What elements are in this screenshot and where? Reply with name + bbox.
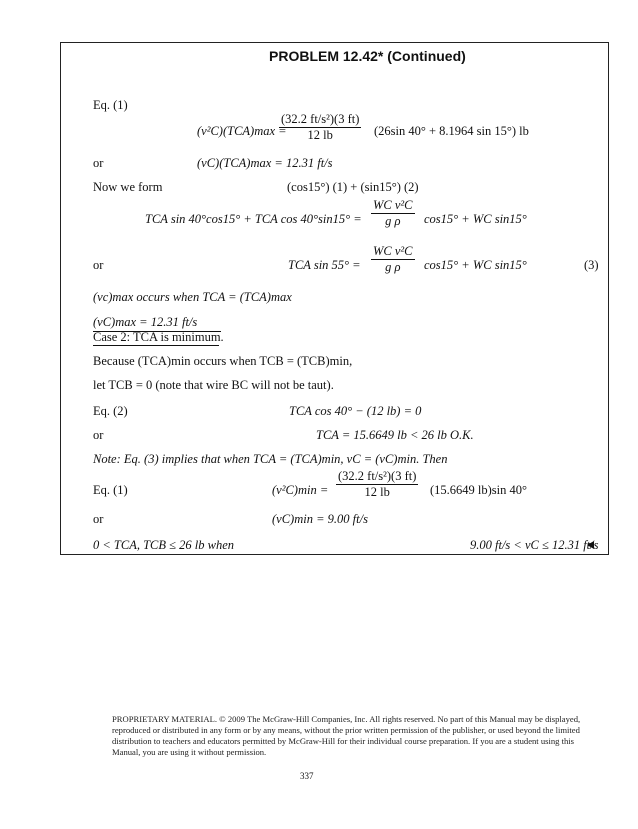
eqB-fraction (371, 245, 415, 274)
or-4: or (93, 512, 104, 526)
eq2-expression: TCA cos 40° − (12 lb) = 0 (289, 404, 422, 418)
eqA-denominator: g ρ (385, 214, 401, 228)
or-1: or (93, 156, 104, 170)
eq1c-rest: (15.6649 lb)sin 40° (430, 483, 528, 497)
or-2: or (93, 258, 104, 272)
because-text: Because (TCA)min occurs when TCB = (TCB)min, (93, 354, 353, 368)
eqB-left: TCA sin 55° = (288, 258, 361, 272)
eq1c-denominator: 12 lb (364, 485, 390, 499)
answer-marker-icon (587, 541, 594, 549)
vmax-condition: (vc)max occurs when TCA = (TCA)max (93, 290, 292, 304)
eq2-result: TCA = 15.6649 lb < 26 lb O.K. (316, 428, 474, 442)
eqA-left: TCA sin 40°cos15° + TCA cos 40°sin15° = (145, 212, 362, 226)
eq1-rest: (26sin 40° + 8.1964 sin 15°) lb (374, 124, 529, 138)
eq1c-label: Eq. (1) (93, 483, 128, 497)
page-number: 337 (300, 771, 314, 781)
eq1c-fraction (336, 470, 418, 499)
eq2-label: Eq. (2) (93, 404, 128, 418)
vmax-value: (vC)max = 12.31 ft/s (93, 315, 198, 329)
case2-heading: Case 2: TCA is minimum. (93, 330, 224, 344)
form-expression: (cos15°) (1) + (sin15°) (2) (287, 180, 419, 194)
problem-title: PROBLEM 12.42* (Continued) (269, 48, 466, 64)
eq1-numerator: (32.2 ft/s²)(3 ft) (281, 112, 360, 126)
note-text: Note: Eq. (3) implies that when TCA = (TCA)min, vC = (vC)min. Then (93, 452, 448, 466)
form-text: Now we form (93, 180, 163, 194)
let-text: let TCB = 0 (note that wire BC will not be taut). (93, 378, 334, 392)
final-condition-left: 0 < TCA, TCB ≤ 26 lb when (93, 538, 235, 552)
eqB-numerator: WC v²C (373, 244, 413, 258)
eq1-result: (vC)(TCA)max = 12.31 ft/s (197, 156, 333, 170)
eq1c-result: (vC)min = 9.00 ft/s (272, 512, 368, 526)
eq1-denominator: 12 lb (307, 128, 333, 142)
final-answer: 9.00 ft/s < vC ≤ 12.31 ft/s (470, 538, 599, 552)
eqA-fraction (371, 199, 415, 228)
eq1-lhs: (v²C)(TCA)max = (197, 124, 287, 138)
eqB-denominator: g ρ (385, 260, 401, 274)
eqA-numerator: WC v²C (373, 198, 413, 212)
eqA-right: cos15° + WC sin15° (424, 212, 527, 226)
or-3: or (93, 428, 104, 442)
copyright-footer: PROPRIETARY MATERIAL. © 2009 The McGraw-Hill Companies, Inc. All rights reserved. No part of this Manual may be displayed, reproduced or distributed in any form or by any means, without the prior written permission of the publisher, or used beyond the limited distribution to teachers and educators permitted by McGraw-Hill for their individual course preparation. If you are a student using this Manual, you are using it without permission. (112, 714, 581, 757)
eq1-fraction (279, 113, 361, 142)
case2-underline (93, 345, 219, 346)
eq1-label: Eq. (1) (93, 98, 128, 112)
eq1c-numerator: (32.2 ft/s²)(3 ft) (338, 469, 417, 483)
eq1c-lhs: (v²C)min = (272, 483, 329, 497)
eq3-number: (3) (584, 258, 599, 272)
eqB-right: cos15° + WC sin15° (424, 258, 527, 272)
